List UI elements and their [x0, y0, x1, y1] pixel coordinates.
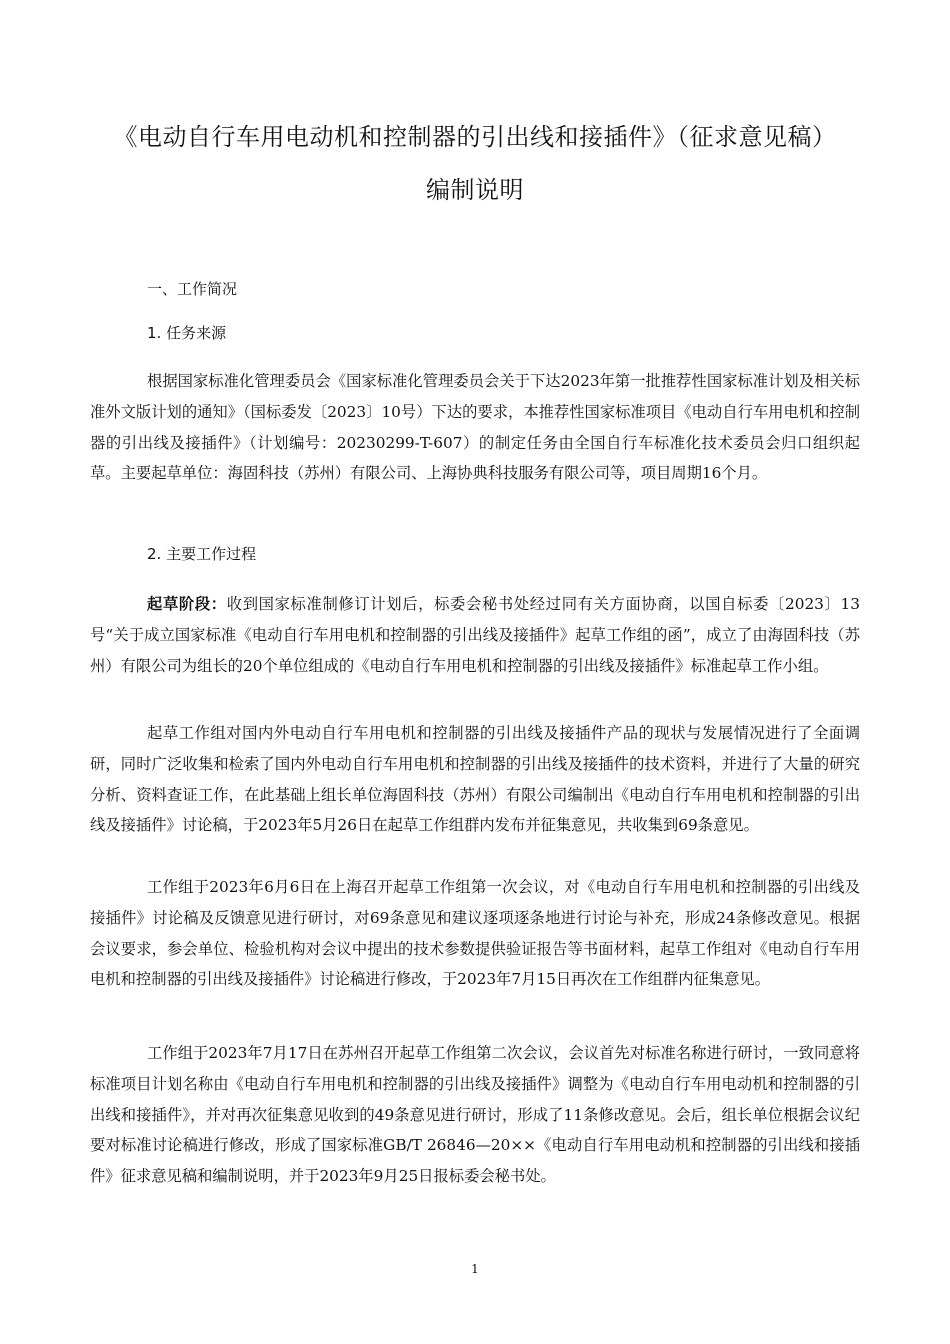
subsection-heading-task-source: 1. 任务来源: [147, 324, 227, 342]
page-number: 1: [471, 1262, 479, 1276]
paragraph-research: 起草工作组对国内外电动自行车用电机和控制器的引出线及接插件产品的现状与发展情况进行了全面调研，同时广泛收集和检索了国内外电动自行车用电机和控制器的引出线及接插件的技术资料，并进行了大量的研究分析、资料查证工作，在此基础上组长单位海固科技（苏州）有限公司编制出《电动自行车用电机和控制器的引出线及接插件》讨论稿，于2023年5月26日在起草工作组群内发布并征集意见，共收集到69条意见。: [90, 724, 860, 835]
subsection-heading-work-process: 2. 主要工作过程: [147, 545, 257, 563]
paragraph-drafting-stage: [90, 589, 860, 681]
document-subtitle: 编制说明: [426, 176, 524, 204]
drafting-stage-label: 起草阶段：: [147, 595, 227, 613]
paragraph-second-meeting: 工作组于2023年7月17日在苏州召开起草工作组第二次会议，会议首先对标准名称进行研讨，一致同意将标准项目计划名称由《电动自行车用电机和控制器的引出线及接插件》调整为《电动自行车用电动机和控制器的引出线和接插件》，并对再次征集意见收到的49条意见进行研讨，形成了11条修改意见。会后，组长单位根据会议纪要对标准讨论稿进行修改，形成了国家标准GB/T 26846—20××《电动自行车用电动机和控制器的引出线和接插件》征求意见稿和编制说明，并于2023年9月25日报标委会秘书处。: [90, 1044, 860, 1186]
drafting-stage-text: 收到国家标准制修订计划后，标委会秘书处经过同有关方面协商，以国自标委〔2023〕13号“关于成立国家标准《电动自行车用电机和控制器的引出线及接插件》起草工作组的函”，成立了由海固科技（苏州）有限公司为组长的20个单位组成的《电动自行车用电机和控制器的引出线及接插件》标准起草工作小组。: [90, 595, 860, 675]
paragraph-task-source: 根据国家标准化管理委员会《国家标准化管理委员会关于下达2023年第一批推荐性国家标准计划及相关标准外文版计划的通知》（国标委发〔2023〕10号）下达的要求，本推荐性国家标准项目《电动自行车用电机和控制器的引出线及接插件》（计划编号：20230299-T-607）的制定任务由全国自行车标准化技术委员会归口组织起草。主要起草单位：海固科技（苏州）有限公司、上海协典科技服务有限公司等，项目周期16个月。: [90, 372, 860, 483]
paragraph-first-meeting: 工作组于2023年6月6日在上海召开起草工作组第一次会议，对《电动自行车用电机和控制器的引出线及接插件》讨论稿及反馈意见进行研讨，对69条意见和建议逐项逐条地进行讨论与补充，形成24条修改意见。根据会议要求，参会单位、检验机构对会议中提出的技术参数提供验证报告等书面材料，起草工作组对《电动自行车用电机和控制器的引出线及接插件》讨论稿进行修改，于2023年7月15日再次在工作组群内征集意见。: [90, 878, 860, 989]
section-heading-work-overview: 一、工作简况: [147, 280, 238, 298]
document-title: 《电动自行车用电动机和控制器的引出线和接插件》（征求意见稿）: [113, 123, 837, 151]
